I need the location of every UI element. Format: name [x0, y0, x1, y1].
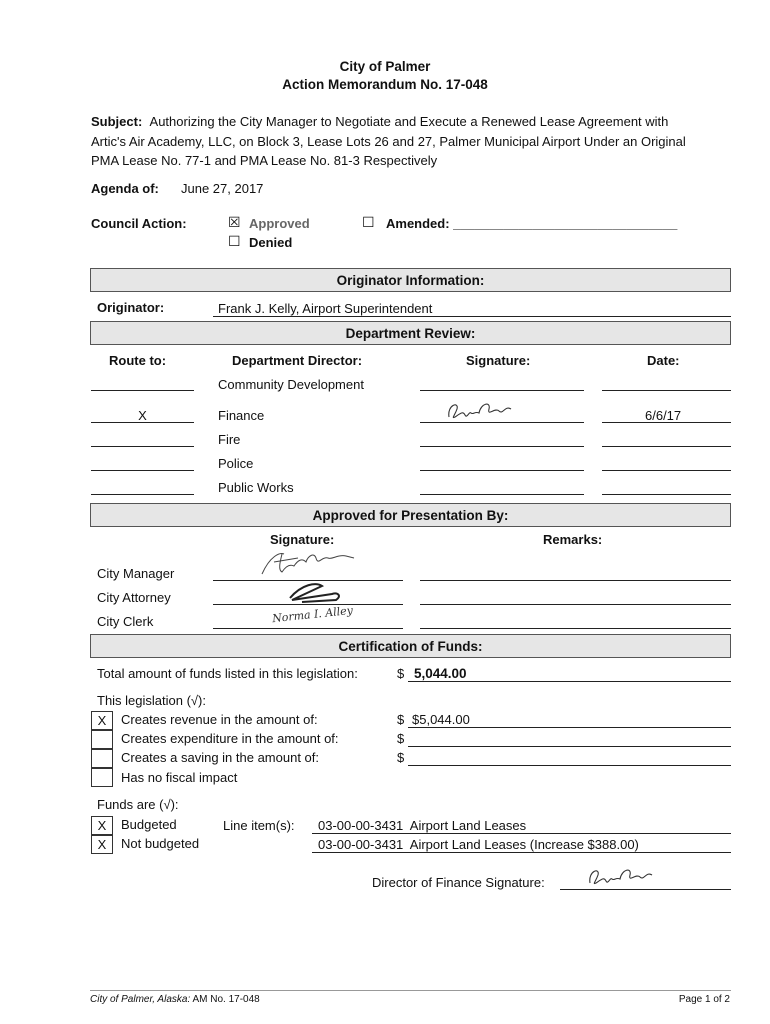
agenda-label: Agenda of: — [91, 181, 159, 196]
signature-header: Signature: — [466, 353, 531, 368]
city-attorney-sig-line[interactable] — [213, 604, 403, 605]
revenue-dollar: $ — [397, 712, 405, 727]
signature-line[interactable] — [420, 470, 584, 471]
presentation-signature-header: Signature: — [270, 532, 335, 547]
approved-checkbox[interactable]: ☒ — [228, 214, 241, 230]
route-to-header: Route to: — [109, 353, 167, 368]
saving-checkbox[interactable] — [91, 749, 113, 768]
footer-left — [90, 994, 260, 1005]
department-director-header: Department Director: — [232, 353, 363, 368]
originator-info-bar: Originator Information: — [90, 268, 731, 292]
approved-label: Approved — [249, 216, 310, 231]
route-line[interactable] — [91, 446, 194, 447]
budgeted-label: Budgeted — [121, 817, 177, 832]
date-value: 6/6/17 — [645, 408, 682, 423]
signature-line[interactable] — [420, 494, 584, 495]
saving-line[interactable] — [408, 765, 731, 766]
no-fiscal-impact-checkbox[interactable] — [91, 768, 113, 787]
signature-line[interactable] — [420, 422, 584, 423]
denied-checkbox[interactable]: ☐ — [228, 233, 241, 249]
remarks-header: Remarks: — [543, 532, 603, 547]
subject-line-3: PMA Lease No. 77-1 and PMA Lease No. 81-3 Respectively — [91, 153, 438, 168]
date-line[interactable] — [602, 470, 731, 471]
expenditure-dollar: $ — [397, 731, 405, 746]
agenda-date: June 27, 2017 — [181, 181, 264, 196]
footer-doc: AM No. 17-048 — [192, 994, 260, 1005]
route-line[interactable] — [91, 494, 194, 495]
dept-name: Police — [218, 456, 254, 471]
director-finance-sig-line[interactable] — [560, 889, 731, 890]
certification-bar: Certification of Funds: — [90, 634, 731, 658]
city-clerk-signature: Norma I. Alley — [271, 603, 354, 626]
revenue-line[interactable] — [408, 727, 731, 728]
director-finance-sig-label: Director of Finance Signature: — [372, 875, 545, 890]
date-line[interactable] — [602, 390, 731, 391]
subject-label: Subject: — [91, 114, 143, 129]
originator-label: Originator: — [97, 300, 165, 315]
date-line[interactable] — [602, 446, 731, 447]
expenditure-checkbox[interactable] — [91, 730, 113, 749]
funds-are-label: Funds are (√): — [97, 797, 179, 812]
revenue-value: $5,044.00 — [412, 712, 470, 727]
not-budgeted-label: Not budgeted — [121, 836, 200, 851]
line-items-label: Line item(s): — [223, 818, 295, 833]
expenditure-label: Creates expenditure in the amount of: — [121, 731, 339, 746]
city-manager-label: City Manager — [97, 566, 175, 581]
dept-name: Finance — [218, 408, 265, 423]
saving-dollar: $ — [397, 750, 405, 765]
not-budgeted-checkbox[interactable]: X — [91, 835, 113, 854]
city-attorney-remarks-line[interactable] — [420, 604, 731, 605]
director-finance-signature — [586, 865, 656, 889]
line-item-1: 03-00-00-3431 Airport Land Leases — [318, 818, 527, 833]
line-item-2: 03-00-00-3431 Airport Land Leases (Increase $388.00) — [318, 837, 639, 852]
budgeted-checkbox[interactable]: X — [91, 816, 113, 835]
subject-block — [91, 112, 736, 171]
revenue-label: Creates revenue in the amount of: — [121, 712, 318, 727]
city-clerk-sig-line[interactable] — [213, 628, 403, 629]
total-funds-line[interactable] — [408, 681, 731, 682]
dept-name: Fire — [218, 432, 241, 447]
date-line[interactable] — [602, 422, 731, 423]
amended-label: Amended: _______________________________ — [386, 216, 678, 231]
originator-underline — [213, 316, 731, 317]
denied-label: Denied — [249, 235, 293, 250]
total-funds-value: 5,044.00 — [414, 666, 467, 681]
no-fiscal-impact-label: Has no fiscal impact — [121, 770, 238, 785]
dept-name: Public Works — [218, 480, 294, 495]
saving-label: Creates a saving in the amount of: — [121, 750, 320, 765]
council-action-label: Council Action: — [91, 216, 187, 231]
city-attorney-label: City Attorney — [97, 590, 171, 605]
total-funds-label: Total amount of funds listed in this legislation: — [97, 666, 358, 681]
city-clerk-remarks-line[interactable] — [420, 628, 731, 629]
route-line[interactable] — [91, 390, 194, 391]
city-manager-signature — [258, 548, 358, 578]
date-line[interactable] — [602, 494, 731, 495]
this-legislation-label: This legislation (√): — [97, 693, 207, 708]
line-item-1-line[interactable] — [312, 833, 731, 834]
expenditure-line[interactable] — [408, 746, 731, 747]
line-item-2-line[interactable] — [312, 852, 731, 853]
revenue-checkbox[interactable]: X — [91, 711, 113, 730]
originator-value: Frank J. Kelly, Airport Superintendent — [218, 301, 433, 316]
footer-rule — [90, 990, 731, 991]
signature-line[interactable] — [420, 390, 584, 391]
amended-checkbox[interactable]: ☐ — [362, 214, 375, 230]
signature-line[interactable] — [420, 446, 584, 447]
approved-presentation-bar: Approved for Presentation By: — [90, 503, 731, 527]
header-memo-number: Action Memorandum No. 17-048 — [282, 77, 488, 92]
header-city: City of Palmer — [339, 59, 431, 74]
department-review-bar: Department Review: — [90, 321, 731, 345]
finance-director-signature — [445, 399, 515, 423]
total-dollar-sign: $ — [397, 666, 405, 681]
route-mark-finance: X — [138, 408, 147, 423]
footer-page: Page 1 of 2 — [678, 994, 730, 1005]
route-line[interactable] — [91, 422, 194, 423]
route-line[interactable] — [91, 470, 194, 471]
footer-org: City of Palmer, Alaska: — [90, 994, 191, 1005]
subject-line-2: Artic's Air Academy, LLC, on Block 3, Lease Lots 26 and 27, Palmer Municipal Airport Under an Original — [91, 133, 686, 149]
dept-name: Community Development — [218, 377, 364, 392]
city-attorney-signature — [282, 578, 352, 606]
date-header: Date: — [647, 353, 680, 368]
city-manager-remarks-line[interactable] — [420, 580, 731, 581]
city-clerk-label: City Clerk — [97, 614, 154, 629]
subject-line-1: Authorizing the City Manager to Negotiate and Execute a Renewed Lease Agreement with — [149, 114, 669, 129]
